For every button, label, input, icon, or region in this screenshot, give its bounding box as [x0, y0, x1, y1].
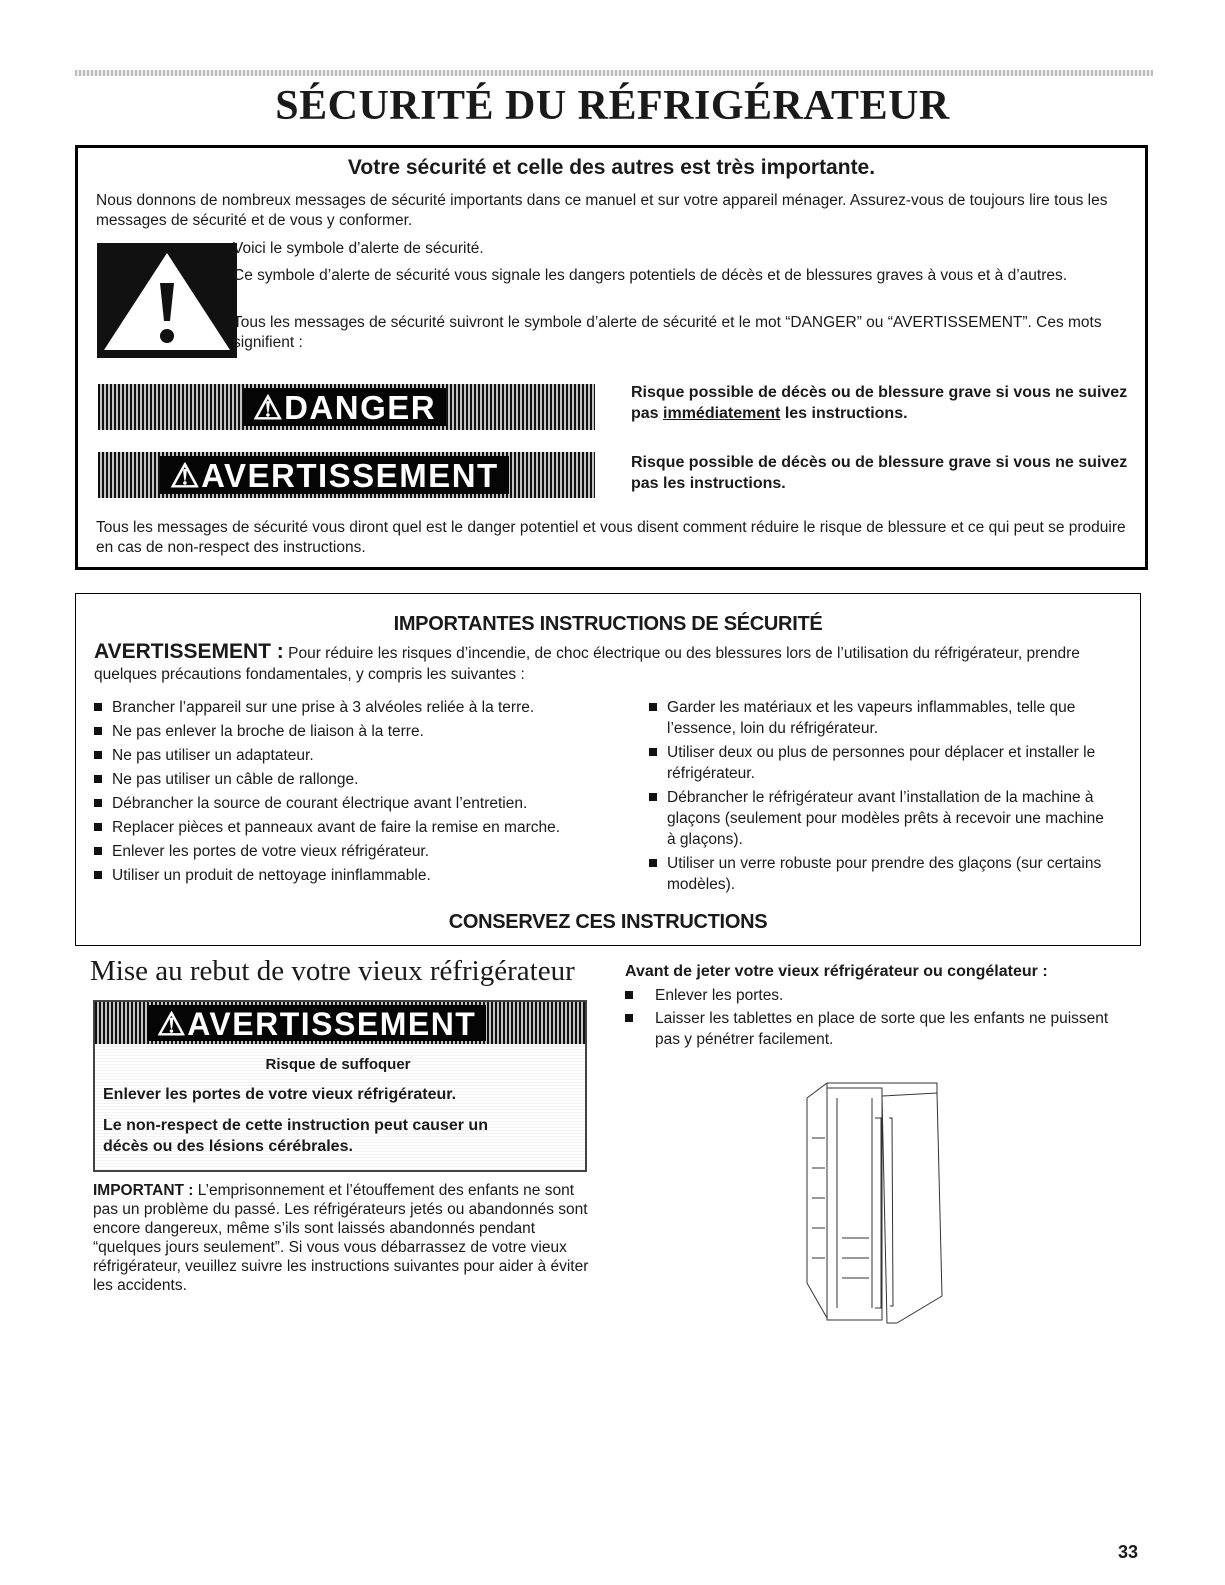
bullet-icon	[94, 703, 102, 711]
bullet-icon	[649, 748, 657, 756]
bullet-icon	[625, 1014, 633, 1022]
warning-description: Risque possible de décès ou de blessure grave si vous ne suivez pas les instructions.	[631, 454, 1128, 492]
safety-box-intro: Nous donnons de nombreux messages de sécurité importants dans ce manuel et sur votre appareil ménager. Assurez-vous de toujours lire tous les messages de sécurité et de vous y conformer.	[96, 192, 1108, 229]
instructions-heading: IMPORTANTES INSTRUCTIONS DE SÉCURITÉ	[393, 613, 823, 635]
bullet-icon	[649, 859, 657, 867]
list-item-text: Utiliser un produit de nettoyage ininflammable.	[112, 867, 431, 884]
list-item-text: Débrancher le réfrigérateur avant l’installation de la machine à glaçons (seulement pour modèles prêts à recevoir une machine à glaçons).	[667, 789, 1104, 848]
disposal-title: Mise au rebut de votre vieux réfrigérateur	[90, 955, 575, 987]
disposal-warning-bar	[95, 1002, 585, 1044]
safety-box-heading: Votre sécurité et celle des autres est très importante.	[347, 156, 876, 179]
list-item-text: Utiliser un verre robuste pour prendre des glaçons (sur certains modèles).	[667, 855, 1102, 893]
list-item-text: Débrancher la source de courant électrique avant l’entretien.	[112, 795, 528, 812]
safety-box	[75, 145, 1148, 570]
symbol-line-1: Voici le symbole d’alerte de sécurité.	[233, 240, 484, 257]
page-number: 33	[1118, 1542, 1139, 1562]
list-item	[625, 1008, 1125, 1050]
instructions-warning	[94, 641, 1114, 685]
safety-alert-icon	[97, 243, 237, 358]
danger-description	[631, 382, 1151, 424]
danger-label: DANGER	[284, 389, 437, 426]
disposal-warning-box	[93, 1000, 587, 1172]
list-item-text: Replacer pièces et panneaux avant de faire la remise en marche.	[112, 819, 561, 836]
list-item-text: Ne pas enlever la broche de liaison à la terre.	[112, 723, 424, 740]
alert-glyph-icon: ⚠	[157, 1006, 188, 1042]
disposal-instruction: Enlever les portes de votre vieux réfrigérateur.	[103, 1086, 457, 1103]
disposal-consequence: Le non-respect de cette instruction peut causer un décès ou des lésions cérébrales.	[103, 1117, 488, 1155]
instructions-left-list	[94, 697, 654, 889]
important-text: L’emprisonnement et l’étouffement des enfants ne sont pas un problème du passé. Les réfrigérateurs jetés ou abandonnés sont encore dangereux, même s’ils sont laissés abandonnés pendant “quelques jours seulement”. Si vous vous débarrassez de votre vieux réfrigérateur, veuillez suivre les instructions suivantes pour aider à éviter les accidents.	[93, 1182, 589, 1294]
list-item-text: Utiliser deux ou plus de personnes pour déplacer et installer le réfrigérateur.	[667, 744, 1096, 782]
disposal-risk: Risque de suffoquer	[265, 1056, 411, 1073]
bullet-icon	[94, 871, 102, 879]
disposal-warning-word	[147, 1005, 486, 1041]
list-item	[94, 865, 654, 886]
disposal-warning-label: AVERTISSEMENT	[187, 1006, 477, 1042]
list-item	[649, 787, 1109, 850]
list-item-text: Laisser les tablettes en place de sorte que les enfants ne puissent pas y pénétrer facilement.	[655, 1010, 1109, 1048]
list-item	[94, 721, 654, 742]
instructions-footer: CONSERVEZ CES INSTRUCTIONS	[448, 911, 768, 933]
warning-signal-bar	[98, 452, 595, 498]
instructions-right-list	[649, 697, 1109, 898]
important-label: IMPORTANT :	[93, 1182, 194, 1199]
instructions-box	[75, 593, 1141, 946]
list-item	[94, 769, 654, 790]
bullet-icon	[625, 991, 633, 999]
bullet-icon	[94, 799, 102, 807]
bullet-icon	[94, 775, 102, 783]
alert-glyph-icon: ⚠	[170, 457, 202, 494]
danger-desc-before: Risque possible de décès ou de blessure grave si vous ne suivez pas	[631, 384, 1128, 422]
instructions-warning-label: AVERTISSEMENT :	[94, 640, 284, 663]
list-item	[649, 697, 1109, 739]
warning-signal-word	[160, 456, 509, 494]
page-title: SÉCURITÉ DU RÉFRIGÉRATEUR	[275, 83, 950, 129]
disposal-right-heading: Avant de jeter votre vieux réfrigérateur ou congélateur :	[625, 963, 1048, 980]
bullet-icon	[94, 727, 102, 735]
list-item-text: Brancher l’appareil sur une prise à 3 alvéoles reliée à la terre.	[112, 699, 535, 716]
danger-desc-underlined: immédiatement	[663, 405, 781, 422]
list-item-text: Garder les matériaux et les vapeurs inflammables, telle que l’essence, loin du réfrigérateur.	[667, 699, 1076, 737]
list-item	[649, 853, 1109, 895]
alert-glyph-icon: ⚠	[253, 389, 285, 426]
list-item	[94, 697, 654, 718]
list-item	[94, 817, 654, 838]
danger-signal-bar	[98, 384, 595, 430]
bullet-icon	[94, 823, 102, 831]
important-paragraph	[93, 1181, 598, 1295]
bullet-icon	[94, 751, 102, 759]
refrigerator-illustration	[797, 1078, 947, 1328]
danger-signal-word	[243, 388, 446, 426]
bullet-icon	[649, 793, 657, 801]
disposal-right-list	[625, 985, 1125, 1052]
list-item	[94, 745, 654, 766]
top-rule	[75, 70, 1153, 76]
list-item-text: Ne pas utiliser un adaptateur.	[112, 747, 314, 764]
instructions-warning-text: Pour réduire les risques d’incendie, de choc électrique ou des blessures lors de l’utilisation du réfrigérateur, prendre quelques précautions fondamentales, y compris les suivantes :	[94, 645, 1080, 683]
danger-desc-after: les instructions.	[780, 405, 908, 422]
warning-label: AVERTISSEMENT	[201, 457, 499, 494]
list-item	[94, 841, 654, 862]
safety-box-footer: Tous les messages de sécurité vous diront quel est le danger potentiel et vous disent comment réduire le risque de blessure et ce qui peut se produire en cas de non-respect des instructions.	[96, 519, 1126, 556]
list-item	[94, 793, 654, 814]
list-item	[625, 985, 1125, 1006]
symbol-line-3: Tous les messages de sécurité suivront le symbole d’alerte de sécurité et le mot “DANGER” ou “AVERTISSEMENT”. Ces mots signifient :	[233, 314, 1102, 351]
bullet-icon	[94, 847, 102, 855]
list-item-text: Enlever les portes de votre vieux réfrigérateur.	[112, 843, 430, 860]
bullet-icon	[649, 703, 657, 711]
symbol-line-2: Ce symbole d’alerte de sécurité vous signale les dangers potentiels de décès et de blessures graves à vous et à d’autres.	[233, 267, 1068, 284]
list-item-text: Ne pas utiliser un câble de rallonge.	[112, 771, 359, 788]
list-item-text: Enlever les portes.	[655, 987, 784, 1004]
list-item	[649, 742, 1109, 784]
